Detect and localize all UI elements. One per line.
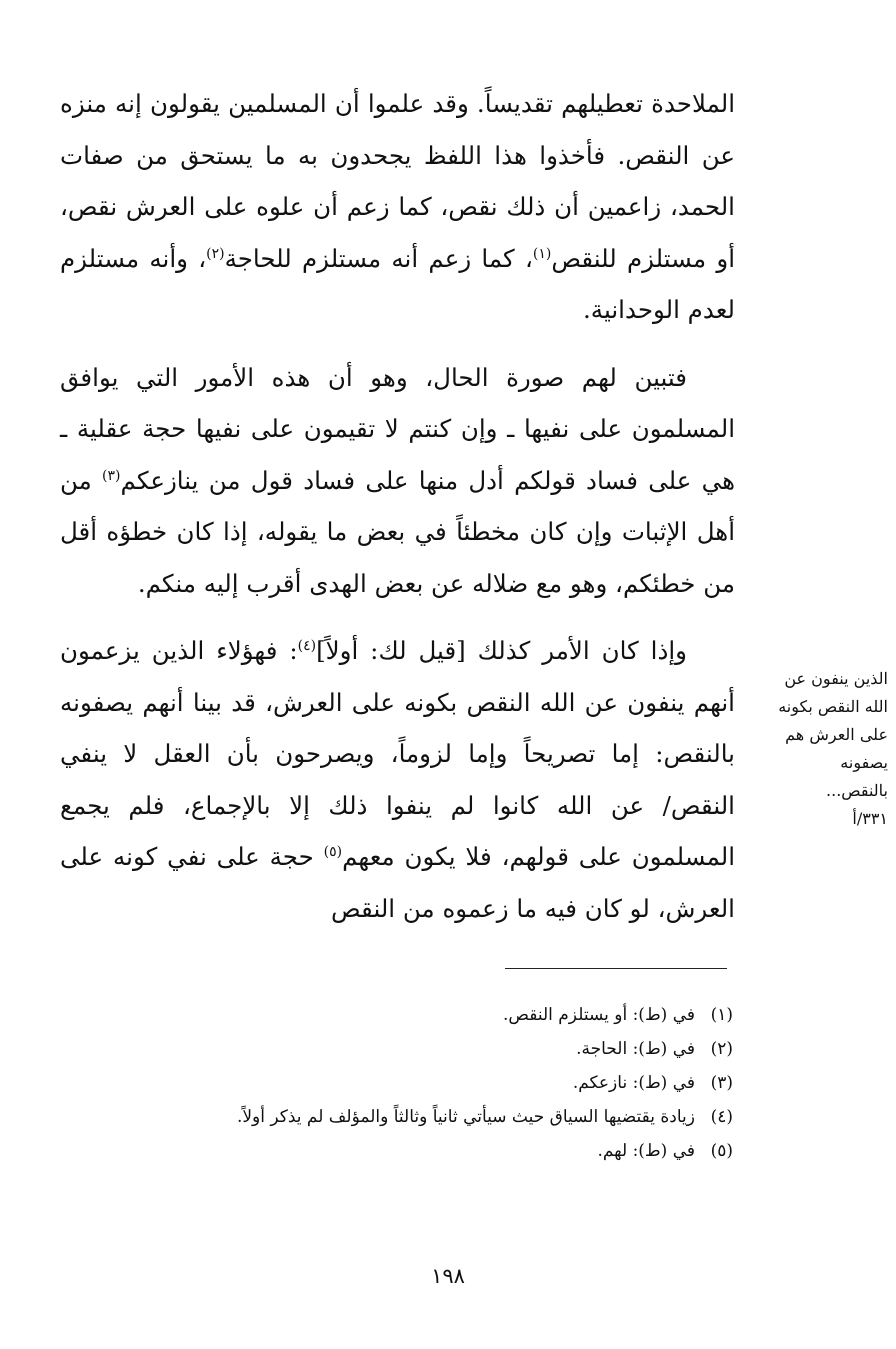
margin-note-text: الذين ينفون عن الله النقص بكونه على العرش هم يصفونه بالنقص... [778,669,888,800]
footnote-3 [113,1066,733,1100]
paragraph-3-text-c: حجة على نفي كونه على العرش، لو كان فيه ما زعموه من النقص [60,842,735,923]
footnote-number: (٣) [710,1073,733,1093]
footnote-number: (١) [710,1005,733,1025]
footnote-text: في (ط): الحاجة. [576,1039,695,1059]
paragraph-2-text-a: فتبين لهم صورة الحال، وهو أن هذه الأمور التي يوافق المسلمون على نفيها ـ وإن كنتم لا تقيمون على نفيها حجة عقلية ـ هي على فساد قولكم أدل منها على فساد قول من ينازعكم [60,362,736,495]
footnote-number: (٤) [710,1107,733,1127]
footnote-text: في (ط): لهم. [597,1141,695,1161]
footnote-marker-2: (٢) [206,245,225,262]
paragraph-2-text-b: من أهل الإثبات وإن كان مخطئاً في بعض ما يقوله، إذا كان خطؤه أقل من خطئكم، وهو مع ضلاله عن بعض الهدى أقرب إليه منكم. [60,465,735,598]
footnote-text: في (ط): أو يستلزم النقص. [503,1005,695,1025]
footnote-marker-5: (٥) [323,843,343,860]
footnote-5 [113,1134,733,1168]
paragraph-3-text-a: وإذا كان الأمر كذلك [قيل لك: أولاً] [316,636,687,665]
footnote-marker-4: (٤) [297,637,317,654]
footnote-number: (٥) [710,1141,733,1161]
footnote-text: في (ط): نازعكم. [572,1073,695,1093]
footnote-text: زيادة يقتضيها السياق حيث سيأتي ثانياً وثالثاً والمؤلف لم يذكر أولاً. [236,1107,695,1127]
paragraph-1 [60,78,735,336]
paragraph-1-text-a: الملاحدة تعطيلهم تقديساً. وقد علموا أن المسلمين يقولون إنه منزه عن النقص. فأخذوا هذا اللفظ يجحدون به ما يستحق من صفات الحمد، زاعمين أن ذلك نقص، كما زعم أن علوه على العرش نقص، أو مستلزم للنقص [60,89,735,273]
paragraph-3 [60,625,735,934]
footnotes [113,998,733,1168]
footnote-number: (٢) [710,1039,733,1059]
footnote-1 [113,998,733,1032]
paragraph-3-text-b: : فهؤلاء الذين يزعمون أنهم ينفون عن الله النقص بكونه على العرش، قد بينا أنهم يصفونه بالنقص: إما تصريحاً وإما لزوماً، ويصرحون بأن العقل لا ينفي النقص/ عن الله كانوا لم ينفوا ذلك إلا بالإجماع، فلم يجمع المسلمون على قولهم، فلا يكون معهم [60,636,736,871]
footnote-4 [113,1100,733,1134]
margin-note-folio-ref: ٣٣١/أ [852,809,888,828]
paragraph-1-text-c: ، وأنه مستلزم لعدم الوحدانية. [60,243,735,324]
margin-note [778,665,888,833]
paragraph-2 [60,352,735,610]
paragraph-1-text-b: ، كما زعم أنه مستلزم للحاجة [224,243,533,273]
footnote-separator [505,968,727,969]
page-number: ١٩٨ [431,1264,465,1288]
footnote-marker-1: (١) [532,245,552,262]
footnote-marker-3: (٣) [102,467,121,484]
main-text [60,78,735,934]
footnote-2 [113,1032,733,1066]
